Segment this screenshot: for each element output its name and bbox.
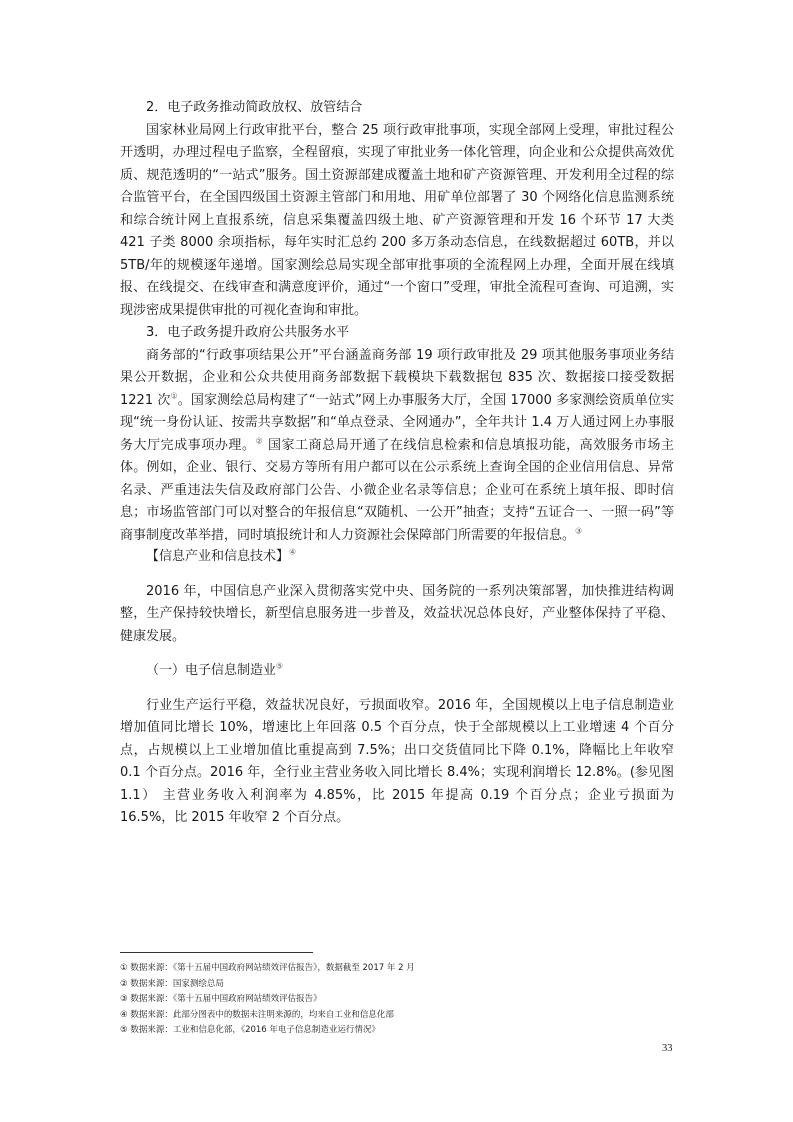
- paragraph-text-b: 。国家测绘总局构建了“一站式”网上办事服务大厅，全国 17000 多家测绘资质单位实现“统一身份认证、按需共享数据”和“单点登录、全网通办”，全年共计 1.4 万人通过网上办事服务大厅完成事项办理。: [120, 392, 675, 453]
- section-title: [120, 546, 674, 569]
- footnote-4: ④ 数据来源：此部分图表中的数据未注明来源的，均来自工业和信息化部: [120, 1009, 394, 1020]
- footnotes: [120, 961, 674, 1039]
- footnote-2: ② 数据来源：国家测绘总局: [120, 978, 224, 989]
- heading-3: 3．电子政务提升政府公共服务水平: [146, 325, 350, 340]
- government-section: [120, 97, 674, 547]
- paragraph-commerce-services: [120, 345, 674, 548]
- paragraph-text-c: 国家工商总局开通了在线信息检索和信息填报功能，高效服务市场主体。例如，企业、银行、交易方等所有用户都可以在公示系统上查询全国的企业信用信息、异常名录、严重违法失信及政府部门公告、小微企业名录等信息；企业可在系统上填年报、即时信息；市场监管部门可以对整合的年报信息“双随机、一公开”抽查；支持“五证合一、一照一码”等商事制度改革举措，同时填报统计和人力资源社会保障部门所需要的年报信息。: [120, 437, 674, 543]
- footnote-ref-3[interactable]: ③: [575, 526, 583, 536]
- paragraph-manufacturing: 行业生产运行平稳，效益状况良好，亏损面收窄。2016 年，全国规模以上电子信息制造业增加值同比增长 10%，增速比上年回落 0.5 个百分点，快于全部规模以上工业增速 4 个百分点，占规模以上工业增加值比重提高到 7.5%；出口交货值同比下降 0.1%，降幅比上年收窄 0.1 个百分点。2016 年，全行业主营业务收入同比增长 8.4%；实现利润增长 12.8%。(参见图 1.1） 主营业务收入利润率为 4.85%，比 2015 年提高 0.19 个百分点；企业亏损面为 16.5%，比 2015 年收窄 2 个百分点。: [120, 697, 674, 825]
- footnote-divider: [120, 952, 313, 953]
- sub-heading: [120, 660, 674, 683]
- footnote-ref-4[interactable]: ④: [289, 547, 297, 557]
- info-industry-section: [120, 546, 674, 830]
- page-number: 33: [662, 1043, 673, 1054]
- paragraph-text-a: 商务部的“行政事项结果公开”平台涵盖商务部 19 项行政审批及 29 项其他服务事项业务结果公开数据，企业和公众共使用商务部数据下载模块下载数据包 835 次、数据接口接受数据 1221 次: [120, 347, 674, 408]
- footnote-5: ⑤ 数据来源：工业和信息化部，《2016 年电子信息制造业运行情况》: [120, 1025, 380, 1035]
- footnote-ref-5[interactable]: ⑤: [276, 661, 284, 671]
- sub-heading-text: （一）电子信息制造业: [146, 663, 277, 678]
- footnote-1: ① 数据来源：《第十五届中国政府网站绩效评估报告》，数据截至 2017 年 2 月: [120, 963, 415, 973]
- footnote-ref-1[interactable]: ①: [170, 391, 178, 401]
- paragraph-forestry-land-survey: 国家林业局网上行政审批平台，整合 25 项行政审批事项，实现全部网上受理，审批过程公开透明，办理过程电子监察，全程留痕，实现了审批业务一体化管理，向企业和公众提供高效优质、规范透明的“一站式”服务。国土资源部建成覆盖土地和矿产资源管理、开发利用全过程的综合监管平台，在全国四级国土资源主管部门和用地、用矿单位部署了 30 个网络化信息监测系统和综合统计网上直报系统，信息采集覆盖四级土地、矿产资源管理和开发 16 个环节 17 大类 421 子类 8000 余项指标，每年实时汇总约 200 多万条动态信息，在线数据超过 60TB，并以 5TB/年的规模逐年递增。国家测绘总局实现全部审批事项的全流程网上办理，全面开展在线填报、在线提交、在线审查和满意度评价，通过“一个窗口”受理，审批全流程可查询、可追溯，实现涉密成果提供审批的可视化查询和审批。: [120, 122, 674, 318]
- heading-2: 2．电子政务推动简政放权、放管结合: [146, 100, 363, 115]
- section-title-text: 【信息产业和信息技术】: [146, 549, 290, 564]
- footnote-ref-2[interactable]: ②: [255, 436, 264, 446]
- footnote-3: ③ 数据来源：《第十五届中国政府网站绩效评估报告》: [120, 994, 322, 1004]
- paragraph-intro: 2016 年，中国信息产业深入贯彻落实党中央、国务院的一系列决策部署，加快推进结构调整，生产保持较快增长，新型信息服务进一步普及，效益状况总体良好，产业整体保持了平稳、健康发展。: [120, 583, 674, 644]
